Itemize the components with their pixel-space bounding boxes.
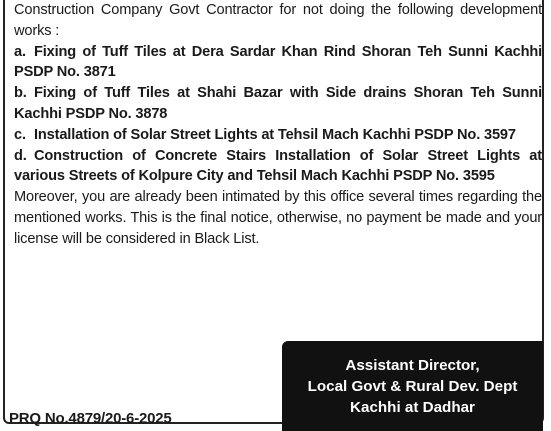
work-item-text: Installation of Solar Street Lights at Tehsil Mach Kachhi PSDP No. 3597 — [34, 126, 516, 143]
work-item-text: Fixing of Tuff Tiles at Dera Sardar Khan Rind Shoran Teh Sunni Kachhi PSDP No. 3871 — [14, 43, 542, 81]
work-item-letter: c. — [14, 126, 26, 143]
work-item-letter: d. — [14, 147, 27, 164]
work-item-text: Construction of Concrete Stairs Installation of Solar Street Lights at various Streets of Kolpure City and Tehsil Mach Kachhi PSDP No. 3595 — [14, 147, 542, 185]
notice-body — [14, 0, 542, 250]
work-item-b — [14, 83, 542, 125]
work-item-a — [14, 42, 542, 84]
signature-location: Kachhi at Dadhar — [350, 398, 475, 416]
signature-title: Assistant Director, — [345, 356, 480, 374]
moreover-text: Moreover, you are already been intimated by this office several times regarding the mentioned works. This is the final notice, otherwise, no payment be made and your license will be considered in Black List. — [14, 189, 542, 247]
signature-department: Local Govt & Rural Dev. Dept — [307, 377, 518, 395]
intro-text: Construction Company Govt Contractor for not doing the following development works : — [14, 2, 542, 39]
work-item-text: Fixing of Tuff Tiles at Shahi Bazar with Side drains Shoran Teh Sunni Kachhi PSDP No. 3878 — [14, 85, 542, 122]
work-item-letter: b. — [14, 85, 27, 102]
prq-number: PRQ No.4879/20-6-2025 — [9, 410, 172, 427]
signature-block — [282, 341, 543, 431]
work-item-letter: a. — [14, 43, 26, 60]
work-item-d — [14, 146, 542, 188]
work-item-c — [14, 125, 542, 146]
